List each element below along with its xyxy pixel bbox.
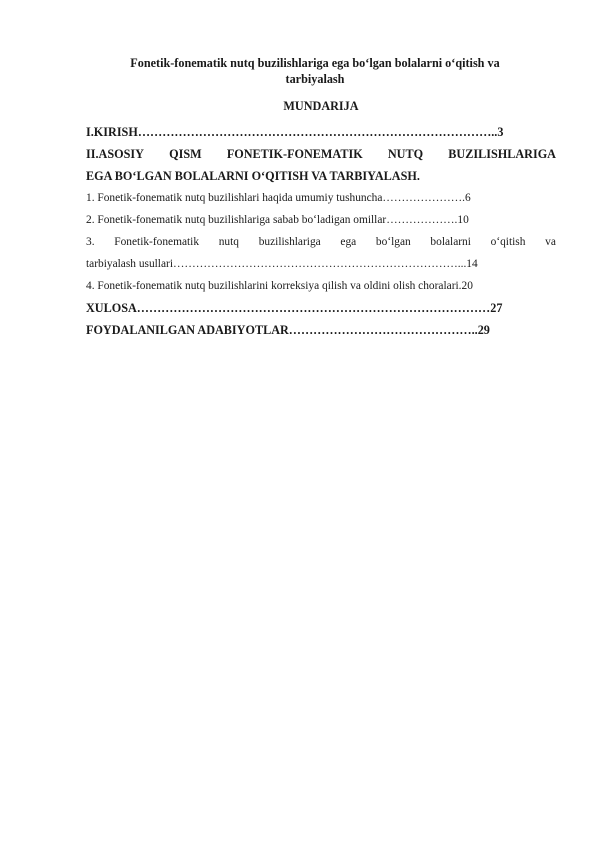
toc-entry-conclusion: XULOSA……………………………………………………………………………27	[86, 301, 503, 315]
toc-item3-word: ega	[340, 236, 357, 248]
toc-main-word: NUTQ	[387, 147, 424, 161]
title-line-1: Fonetik-fonematik nutq buzilishlariga ega bo‘lgan bolalarni o‘qitish va	[130, 56, 500, 70]
toc-entry-item-1: 1. Fonetik-fonematik nutq buzilishlari haqida umumiy tushuncha………………….6	[86, 192, 471, 204]
toc-item3-word: buzilishlariga	[258, 236, 321, 248]
toc-main-word: FONETIK-FONEMATIK	[226, 147, 363, 161]
toc-entry-item-3	[86, 231, 556, 253]
toc-entry-item-2: 2. Fonetik-fonematik nutq buzilishlariga sabab bo‘ladigan omillar……………….10	[86, 214, 469, 226]
table-of-contents	[86, 121, 556, 341]
toc-item3-word: bolalarni	[430, 236, 471, 248]
toc-entry-item-3-continued: tarbiyalash usullari…………………………………………………………………...14	[86, 258, 478, 270]
document-title	[95, 55, 535, 87]
toc-item3-word: nutq	[218, 236, 239, 248]
toc-item3-word: 3.	[86, 236, 95, 248]
toc-item3-word: va	[545, 236, 556, 248]
contents-heading: MUNDARIJA	[283, 99, 359, 113]
toc-main-word: QISM	[169, 147, 202, 161]
toc-entry-main-part-continued: EGA BO‘LGAN BOLALARNI O‘QITISH VA TARBIYALASH.	[86, 169, 420, 183]
toc-main-word: II.ASOSIY	[86, 147, 144, 161]
toc-main-word: BUZILISHLARIGA	[448, 147, 556, 161]
toc-entry-item-4: 4. Fonetik-fonematik nutq buzilishlarini korreksiya qilish va oldini olish choralari.20	[86, 280, 473, 292]
toc-entry-intro: I.KIRISH……………………………………………………………………………..3	[86, 125, 504, 139]
toc-item3-word: bo‘lgan	[375, 236, 411, 248]
toc-entry-references: FOYDALANILGAN ADABIYOTLAR………………………………………..29	[86, 323, 490, 337]
title-line-2: tarbiyalash	[285, 72, 345, 86]
toc-entry-main-part	[86, 143, 556, 165]
toc-item3-word: Fonetik-fonematik	[114, 236, 200, 248]
toc-item3-word: o‘qitish	[490, 236, 526, 248]
